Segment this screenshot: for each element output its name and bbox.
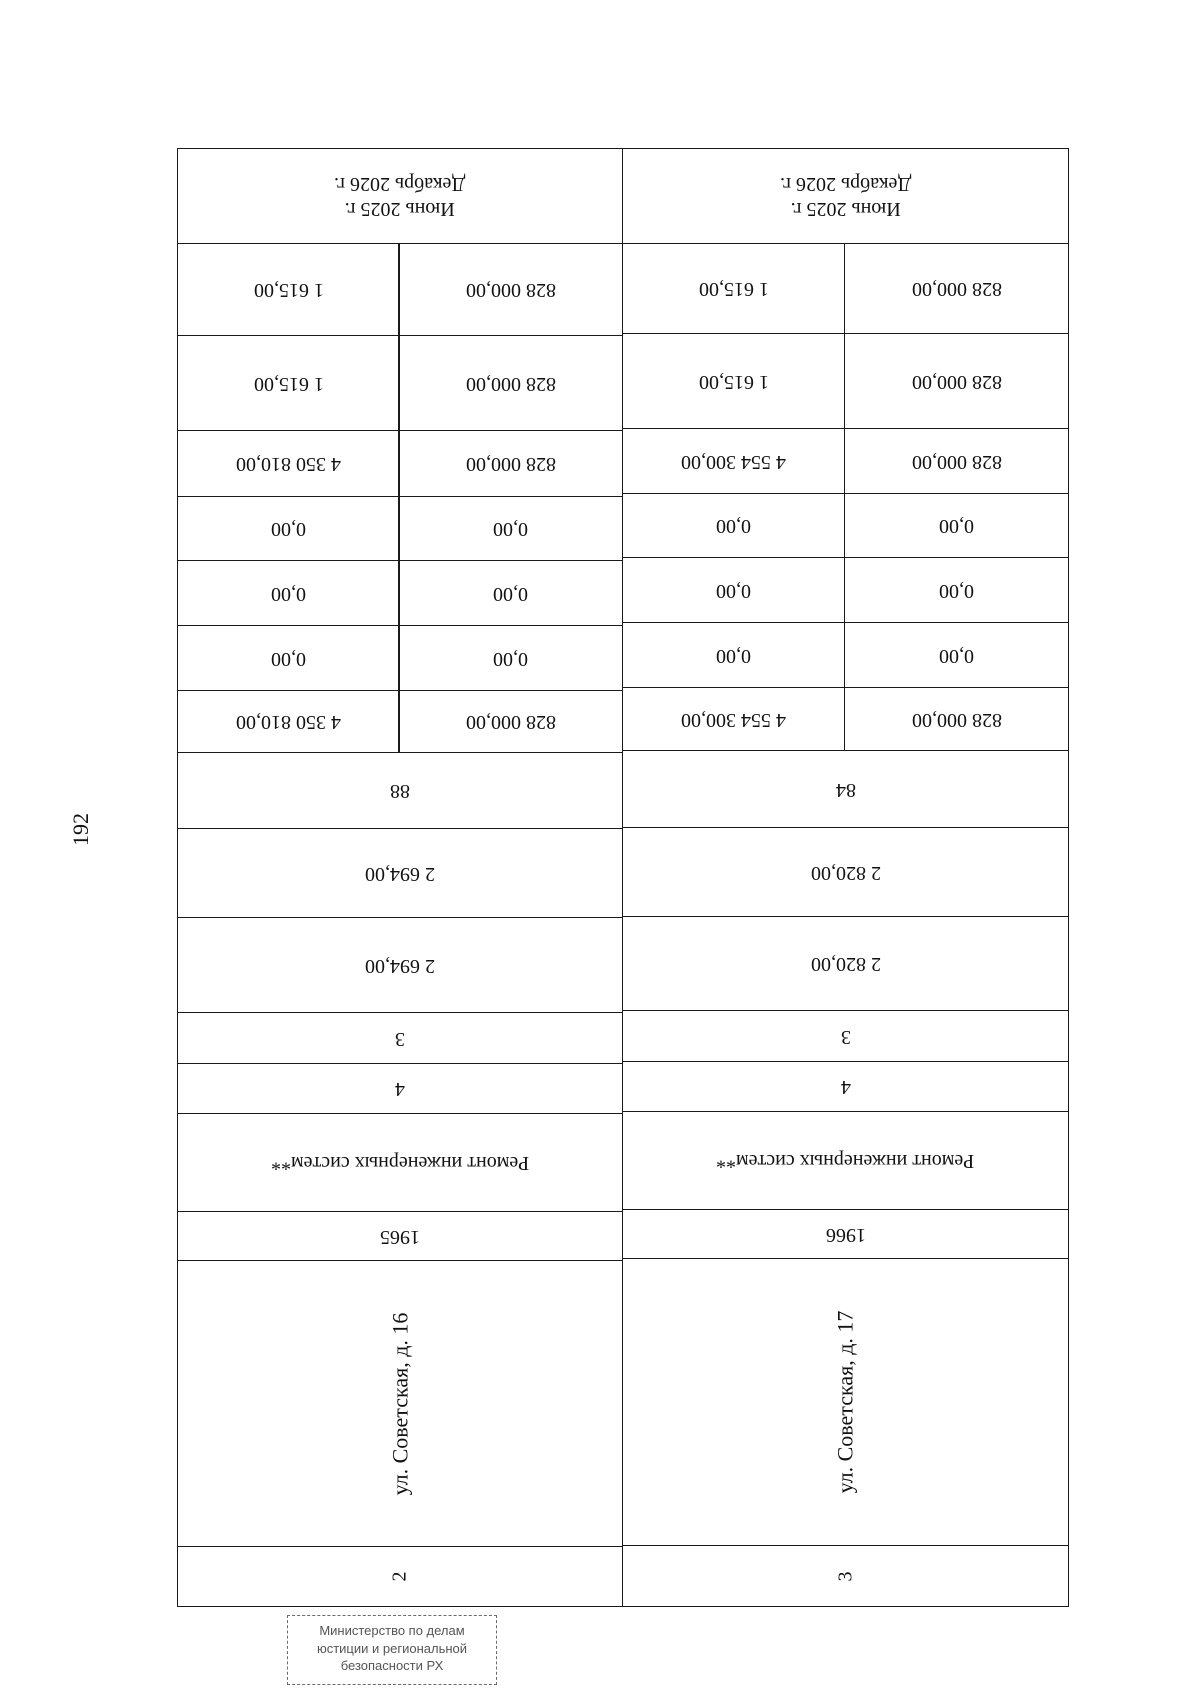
unit-cost-cell: 1 615,00 [622,243,845,334]
total-cell: 4 350 810,00 [177,690,400,753]
period-start: Июнь 2025 г. [790,198,901,220]
address-cell: ул. Советская, д. 17 [622,1258,1069,1546]
entrances-cell: 4 [177,1063,623,1114]
zero-cell: 0,00 [398,625,623,691]
fund-cell: 4 554 300,00 [622,428,845,494]
unit-cost-cell: 1 615,00 [177,335,400,431]
area-cell: 2 820,00 [622,827,1069,917]
row-number-cell: 2 [177,1546,623,1607]
unit-cost-cell: 1 615,00 [622,333,845,429]
fund-limit-cell: 828 000,00 [844,428,1069,494]
total-cell: 4 554 300,00 [622,687,845,751]
floors-cell: 3 [622,1010,1069,1062]
work-type-cell: Ремонт инженерных систем** [622,1111,1069,1210]
zero-cell: 0,00 [398,560,623,626]
total-limit-cell: 828 000,00 [844,687,1069,751]
total-limit-cell: 828 000,00 [398,690,623,753]
year-cell: 1966 [622,1209,1069,1259]
area-cell: 2 820,00 [622,916,1069,1011]
zero-cell: 0,00 [844,622,1069,688]
zero-cell: 0,00 [622,557,845,623]
floors-cell: 3 [177,1012,623,1064]
zero-cell: 0,00 [622,493,845,558]
period-start: Июнь 2025 г. [344,198,456,220]
row-number-cell: 3 [622,1545,1069,1607]
residents-cell: 88 [177,752,623,829]
period-end: Декабрь 2026 г. [334,173,466,195]
ministry-stamp: Министерство по делам юстиции и региональной безопасности РХ [287,1615,497,1685]
unit-cost-limit-cell: 828 000,00 [398,243,623,336]
zero-cell: 0,00 [177,560,400,626]
address-cell: ул. Советская, д. 16 [177,1260,623,1547]
zero-cell: 0,00 [177,625,400,691]
unit-cost-limit-cell: 828 000,00 [844,243,1069,334]
residents-cell: 84 [622,750,1069,828]
entrances-cell: 4 [622,1061,1069,1112]
zero-cell: 0,00 [844,557,1069,623]
zero-cell: 0,00 [398,496,623,561]
fund-cell: 4 350 810,00 [177,430,400,497]
zero-cell: 0,00 [622,622,845,688]
work-type-cell: Ремонт инженерных систем** [177,1113,623,1212]
unit-cost-limit-cell: 828 000,00 [844,333,1069,429]
fund-limit-cell: 828 000,00 [398,430,623,497]
zero-cell: 0,00 [844,493,1069,558]
unit-cost-limit-cell: 828 000,00 [398,335,623,431]
period-cell [622,148,1069,244]
period-cell [177,148,623,244]
zero-cell: 0,00 [177,496,400,561]
area-cell: 2 694,00 [177,917,623,1013]
page-number: 192 [68,813,93,846]
area-cell: 2 694,00 [177,828,623,918]
unit-cost-cell: 1 615,00 [177,243,400,336]
period-end: Декабрь 2026 г. [779,173,912,195]
year-cell: 1965 [177,1211,623,1261]
